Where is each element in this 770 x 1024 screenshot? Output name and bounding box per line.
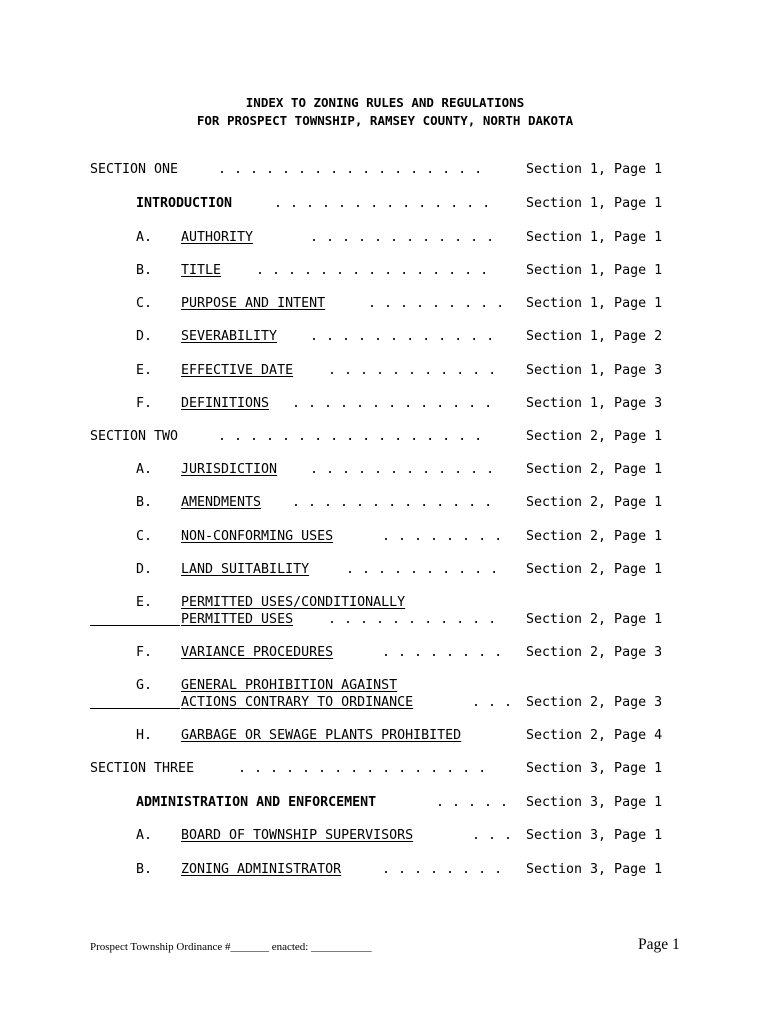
leader-dots: . . . . . . . .	[382, 862, 503, 877]
toc-entry-letter: B.	[136, 263, 153, 278]
toc-entry-label: VARIANCE PROCEDURES	[181, 645, 334, 660]
toc-entry-letter: C.	[136, 529, 153, 544]
toc-entry-general-prohibition-line1	[0, 678, 770, 695]
toc-entry-garbage-sewage-plants	[0, 728, 770, 745]
toc-entry-letter: E.	[136, 363, 153, 378]
toc-entry-page-ref: Section 3, Page 1	[526, 862, 663, 877]
toc-entry-letter: F.	[136, 645, 153, 660]
toc-entry-page-ref: Section 2, Page 1	[526, 429, 663, 444]
leader-dots: . . . . . . . . . . . . . .	[274, 196, 491, 211]
toc-entry-severability	[0, 329, 770, 346]
toc-entry-label: DEFINITIONS	[181, 396, 270, 411]
toc-entry-effective-date	[0, 363, 770, 380]
footer-page-number: Page 1	[638, 936, 680, 953]
leader-dots: . . . . . . . . . . . .	[310, 329, 495, 344]
toc-entry-page-ref: Section 1, Page 1	[526, 196, 663, 211]
leader-dots: . . . . . . . . . . .	[328, 363, 497, 378]
toc-entry-label: AUTHORITY	[181, 230, 254, 245]
toc-entry-label: GENERAL PROHIBITION AGAINST	[181, 678, 398, 693]
toc-entry-section-two	[0, 429, 770, 446]
toc-entry-letter: B.	[136, 862, 153, 877]
leader-dots: . . . . . . . . . . . . . . .	[256, 263, 489, 278]
toc-entry-authority	[0, 230, 770, 247]
leader-dots: . . . . . . . . . . . .	[310, 230, 495, 245]
toc-entry-label: SECTION ONE	[90, 162, 179, 177]
toc-entry-board-of-supervisors	[0, 828, 770, 845]
footer-ordinance-line: Prospect Township Ordinance #_______ enacted: ___________	[90, 941, 372, 953]
toc-entry-page-ref: Section 3, Page 1	[526, 828, 663, 843]
toc-entry-page-ref: Section 2, Page 1	[526, 562, 663, 577]
toc-entry-introduction	[0, 196, 770, 213]
toc-entry-label: NON-CONFORMING USES	[181, 529, 334, 544]
toc-entry-page-ref: Section 2, Page 1	[526, 612, 663, 627]
toc-entry-letter: B.	[136, 495, 153, 510]
toc-entry-letter: A.	[136, 230, 153, 245]
document-title-line2: FOR PROSPECT TOWNSHIP, RAMSEY COUNTY, NORTH DAKOTA	[196, 113, 574, 128]
toc-entry-page-ref: Section 1, Page 1	[526, 263, 663, 278]
toc-entry-section-three	[0, 761, 770, 778]
toc-entry-page-ref: Section 1, Page 1	[526, 296, 663, 311]
toc-entry-letter: G.	[136, 678, 153, 693]
leader-dots: . . . . .	[436, 795, 509, 810]
toc-entry-label: ZONING ADMINISTRATOR	[181, 862, 342, 877]
toc-entry-permitted-uses-line1	[0, 595, 770, 612]
leader-dots: . . . . . . . . . . . . .	[292, 495, 493, 510]
toc-entry-label-continued: PERMITTED USES	[181, 612, 294, 627]
toc-entry-variance-procedures	[0, 645, 770, 662]
toc-entry-page-ref: Section 2, Page 4	[526, 728, 663, 743]
toc-entry-page-ref: Section 3, Page 1	[526, 761, 663, 776]
toc-entry-letter: F.	[136, 396, 153, 411]
leader-dots: . . . . . . . . . . . . .	[292, 396, 493, 411]
toc-entry-label: GARBAGE OR SEWAGE PLANTS PROHIBITED	[181, 728, 462, 743]
toc-entry-label: SECTION TWO	[90, 429, 179, 444]
toc-entry-section-one	[0, 162, 770, 179]
toc-entry-page-ref: Section 1, Page 2	[526, 329, 663, 344]
toc-entry-label: PERMITTED USES/CONDITIONALLY	[181, 595, 406, 610]
leader-dots: . . . . . . . . .	[368, 296, 505, 311]
toc-entry-amendments	[0, 495, 770, 512]
toc-entry-non-conforming-uses	[0, 529, 770, 546]
toc-entry-label: JURISDICTION	[181, 462, 278, 477]
leader-dots: . . . . . . . . . . . . . . . .	[238, 761, 487, 776]
toc-entry-label: TITLE	[181, 263, 222, 278]
toc-entry-letter: A.	[136, 462, 153, 477]
leader-dots: . . . . . . . . . . .	[328, 612, 497, 627]
toc-entry-label: LAND SUITABILITY	[181, 562, 310, 577]
toc-entry-letter: D.	[136, 562, 153, 577]
toc-entry-title	[0, 263, 770, 280]
toc-entry-land-suitability	[0, 562, 770, 579]
leader-dots: . . . . . . . .	[382, 645, 503, 660]
toc-entry-label: EFFECTIVE DATE	[181, 363, 294, 378]
toc-entry-page-ref: Section 2, Page 3	[526, 645, 663, 660]
leader-dots: . . . . . . . . . . . .	[310, 462, 495, 477]
toc-entry-label: SECTION THREE	[90, 761, 195, 776]
toc-entry-purpose-and-intent	[0, 296, 770, 313]
leader-dots: . . . . . . . . . . . . . . . . .	[218, 429, 483, 444]
toc-entry-page-ref: Section 2, Page 1	[526, 529, 663, 544]
toc-entry-page-ref: Section 1, Page 1	[526, 162, 663, 177]
leader-dots: . . . . . . . . . . . . . . . . .	[218, 162, 483, 177]
document-title-line1: INDEX TO ZONING RULES AND REGULATIONS	[245, 95, 525, 110]
toc-entry-page-ref: Section 1, Page 1	[526, 230, 663, 245]
toc-entry-administration-enforcement	[0, 795, 770, 812]
toc-entry-general-prohibition-line2	[0, 695, 770, 712]
toc-entry-jurisdiction	[0, 462, 770, 479]
toc-entry-letter: D.	[136, 329, 153, 344]
toc-entry-page-ref: Section 1, Page 3	[526, 396, 663, 411]
leader-dots: . . . . . . . .	[382, 529, 503, 544]
toc-entry-label: SEVERABILITY	[181, 329, 278, 344]
toc-entry-page-ref: Section 2, Page 3	[526, 695, 663, 710]
toc-entry-label: PURPOSE AND INTENT	[181, 296, 326, 311]
toc-entry-label: BOARD OF TOWNSHIP SUPERVISORS	[181, 828, 414, 843]
toc-entry-letter: E.	[136, 595, 153, 610]
toc-entry-label: AMENDMENTS	[181, 495, 262, 510]
leader-dots: . . .	[472, 695, 513, 710]
toc-entry-zoning-administrator	[0, 862, 770, 879]
toc-entry-label: INTRODUCTION	[136, 196, 233, 211]
toc-entry-page-ref: Section 3, Page 1	[526, 795, 663, 810]
toc-entry-letter: H.	[136, 728, 153, 743]
leader-dots: . . . . . . . . . .	[346, 562, 499, 577]
toc-entry-label-continued: ACTIONS CONTRARY TO ORDINANCE	[181, 695, 414, 710]
toc-entry-page-ref: Section 2, Page 1	[526, 495, 663, 510]
toc-entry-letter: C.	[136, 296, 153, 311]
toc-entry-definitions	[0, 396, 770, 413]
toc-entry-permitted-uses-line2	[0, 612, 770, 629]
leader-dots: . . .	[472, 828, 513, 843]
toc-entry-page-ref: Section 1, Page 3	[526, 363, 663, 378]
toc-entry-letter: A.	[136, 828, 153, 843]
toc-entry-page-ref: Section 2, Page 1	[526, 462, 663, 477]
toc-entry-label: ADMINISTRATION AND ENFORCEMENT	[136, 795, 377, 810]
